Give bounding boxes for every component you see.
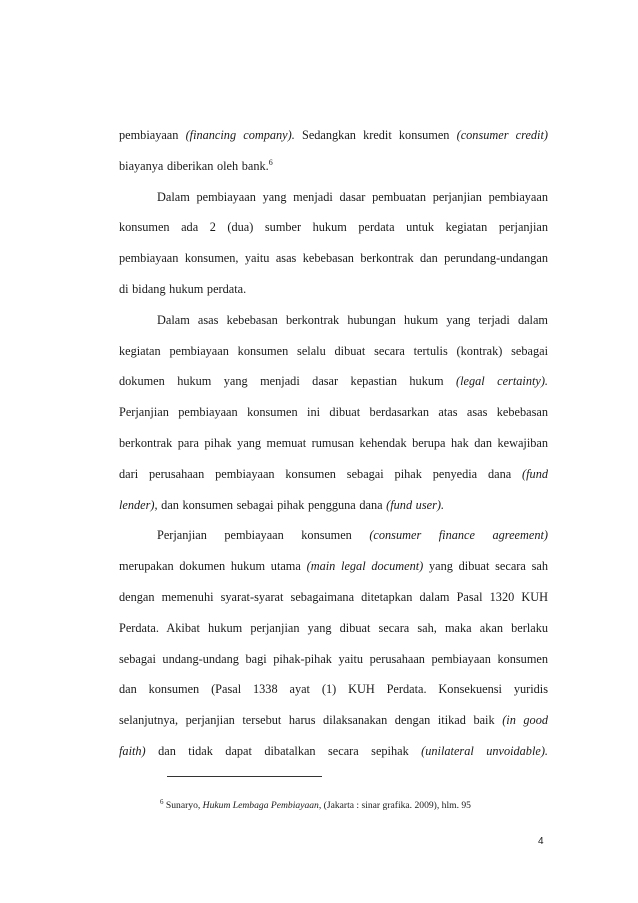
text-run: selanjutnya, perjanjian tersebut harus dilaksanakan dengan itikad baik xyxy=(119,713,503,728)
text-run: Perjanjian pembiayaan konsumen ini dibuat berdasarkan atas asas kebebasan xyxy=(119,405,548,420)
text-run: dan konsumen sebagai pihak pengguna dana xyxy=(157,497,387,512)
text-run: faith) xyxy=(119,743,146,758)
text-line xyxy=(119,705,548,736)
text-line xyxy=(119,520,548,551)
text-run: biayanya diberikan oleh bank. xyxy=(119,158,269,173)
text-line xyxy=(119,151,548,182)
text-line xyxy=(119,613,548,644)
text-line xyxy=(119,674,548,705)
footnote-publication: , (Jakarta : sinar grafika. 2009), hlm. 95 xyxy=(318,800,471,811)
text-line xyxy=(119,459,548,490)
footnote-reference: 6 xyxy=(268,157,273,167)
text-line xyxy=(119,120,548,151)
text-run: Perjanjian pembiayaan konsumen xyxy=(157,528,370,543)
text-line xyxy=(119,243,548,274)
text-run: konsumen ada 2 (dua) sumber hukum perdata untuk kegiatan perjanjian xyxy=(119,220,548,235)
text-run: pembiayaan konsumen, yaitu asas kebebasan berkontrak dan perundang-undangan xyxy=(119,251,548,266)
text-line xyxy=(119,428,548,459)
text-run: (fund user). xyxy=(386,497,445,512)
text-run: kegiatan pembiayaan konsumen selalu dibuat secara tertulis (kontrak) sebagai xyxy=(119,343,548,358)
text-run: yang dibuat secara sah xyxy=(423,559,548,574)
text-run: sebagai undang-undang bagi pihak-pihak yaitu perusahaan pembiayaan konsumen xyxy=(119,651,548,666)
text-run: (consumer finance agreement) xyxy=(369,528,548,543)
text-run: (unilateral unvoidable). xyxy=(421,743,548,758)
text-line xyxy=(119,644,548,675)
footnote xyxy=(160,800,471,811)
text-run: lender), xyxy=(119,497,158,512)
footnote-separator xyxy=(167,776,322,777)
page-number: 4 xyxy=(538,836,544,847)
text-run: (fund xyxy=(522,466,548,481)
text-run: dengan memenuhi syarat-syarat sebagaimana ditetapkan dalam Pasal 1320 KUH xyxy=(119,589,548,604)
text-line xyxy=(119,182,548,213)
body-text xyxy=(119,120,548,767)
text-run: (consumer credit) xyxy=(456,128,548,142)
text-line xyxy=(119,336,548,367)
text-run: Perdata. Akibat hukum perjanjian yang dibuat secara sah, maka akan berlaku xyxy=(119,620,548,635)
text-run: Sedangkan kredit konsumen xyxy=(294,128,457,142)
footnote-author: Sunaryo, xyxy=(163,800,203,811)
text-run: dan tidak dapat dibatalkan secara sepihak xyxy=(145,743,422,758)
text-run: dan konsumen (Pasal 1338 ayat (1) KUH Perdata. Konsekuensi yuridis xyxy=(119,682,548,697)
text-run: (main legal document) xyxy=(306,559,424,574)
text-line xyxy=(119,490,548,521)
text-run: (legal certainty). xyxy=(456,374,548,389)
text-run: Dalam asas kebebasan berkontrak hubungan hukum yang terjadi dalam xyxy=(157,312,548,327)
text-line xyxy=(119,366,548,397)
text-run: di bidang hukum perdata. xyxy=(119,281,247,296)
text-run: (in good xyxy=(502,713,548,728)
text-line xyxy=(119,212,548,243)
text-line xyxy=(119,736,548,767)
footnote-number: 6 xyxy=(160,798,164,806)
text-run: pembiayaan xyxy=(119,128,186,142)
text-run: merupakan dokumen hukum utama xyxy=(119,559,307,574)
text-run: dokumen hukum yang menjadi dasar kepastian hukum xyxy=(119,374,457,389)
text-line xyxy=(119,305,548,336)
text-line xyxy=(119,397,548,428)
text-line xyxy=(119,274,548,305)
text-run: dari perusahaan pembiayaan konsumen sebagai pihak penyedia dana xyxy=(119,466,523,481)
text-line xyxy=(119,551,548,582)
text-run: Dalam pembiayaan yang menjadi dasar pembuatan perjanjian pembiayaan xyxy=(157,189,548,204)
text-run: berkontrak para pihak yang memuat rumusan kehendak berupa hak dan kewajiban xyxy=(119,435,548,450)
text-run: (financing company). xyxy=(185,128,295,142)
footnote-book-title: Hukum Lembaga Pembiayaan xyxy=(202,800,319,811)
text-line xyxy=(119,582,548,613)
